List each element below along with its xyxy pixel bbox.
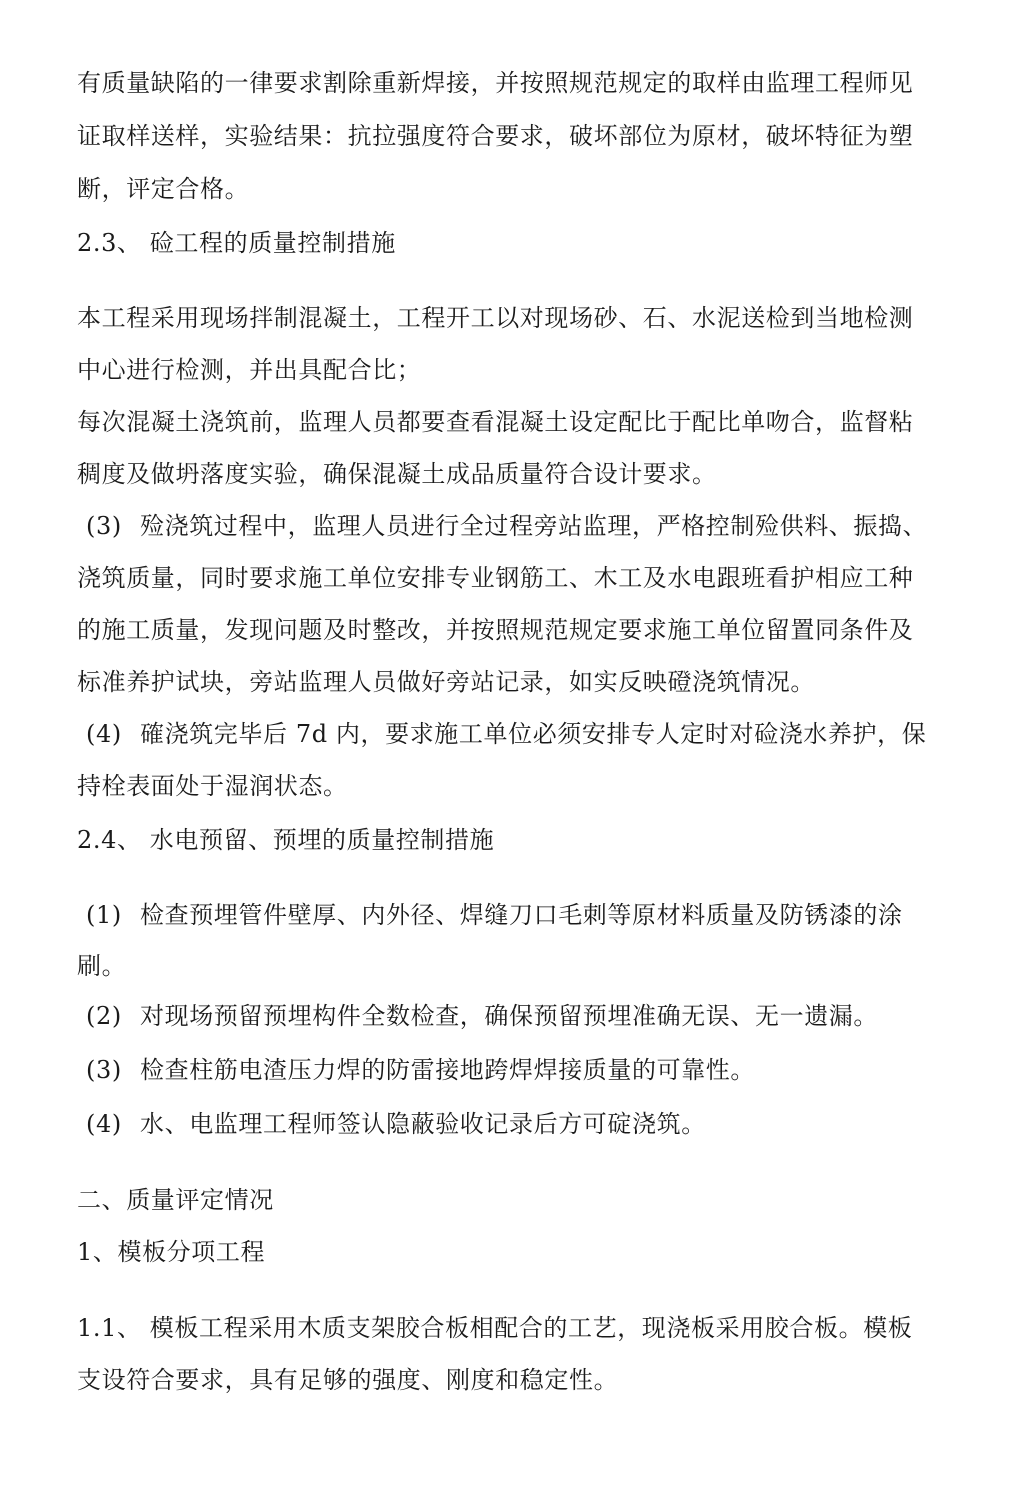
- list-item-text: 检查预埋管件壁厚、内外径、焊缝刀口毛刺等原材料质量及防锈漆的涂: [140, 901, 903, 929]
- section-heading: 二、质量评定情况: [77, 1186, 274, 1214]
- section-heading: 2.3、 硷工程的质量控制措施: [77, 229, 396, 257]
- list-item: [86, 1054, 755, 1086]
- list-marker: (4): [86, 720, 122, 748]
- subsection-heading: 1、模板分项工程: [77, 1238, 266, 1266]
- paragraph-line: 本工程采用现场拌制混凝土，工程开工以对现场砂、石、水泥送检到当地检测: [77, 304, 914, 332]
- list-item: [86, 718, 926, 750]
- paragraph-line: 刷。: [77, 952, 127, 980]
- list-item-text: 检查柱筋电渣压力焊的防雷接地跨焊焊接质量的可靠性。: [140, 1056, 755, 1084]
- paragraph-line: 1.1、 模板工程采用木质支架胶合板相配合的工艺，现浇板采用胶合板。模板: [77, 1314, 913, 1342]
- list-item: [86, 1108, 706, 1140]
- list-item-text: 对现场预留预埋构件全数检查，确保预留预埋准确无误、无一遗漏。: [140, 1002, 878, 1030]
- paragraph-line: 的施工质量，发现问题及时整改，并按照规范规定要求施工单位留置同条件及: [77, 616, 914, 644]
- list-item-text: 確浇筑完毕后 7d 内，要求施工单位必须安排专人定时对硷浇水养护，保: [140, 720, 927, 748]
- list-item: [86, 510, 927, 542]
- list-marker: (4): [86, 1110, 122, 1138]
- list-item: [86, 1000, 878, 1032]
- paragraph-line: 中心进行检测，并出具配合比；: [77, 356, 422, 384]
- list-item: [86, 899, 903, 931]
- paragraph-line: 每次混凝土浇筑前，监理人员都要查看混凝土设定配比于配比单吻合，监督粘: [77, 408, 914, 436]
- list-marker: (3): [86, 512, 122, 540]
- paragraph-line: 标准养护试块，旁站监理人员做好旁站记录，如实反映磴浇筑情况。: [77, 668, 815, 696]
- paragraph-line: 稠度及做坍落度实验，确保混凝土成品质量符合设计要求。: [77, 460, 717, 488]
- paragraph-line: 有质量缺陷的一律要求割除重新焊接，并按照规范规定的取样由监理工程师见: [77, 69, 914, 97]
- list-item-text: 殓浇筑过程中，监理人员进行全过程旁站监理，严格控制殓供料、振捣、: [140, 512, 928, 540]
- paragraph-line: 支设符合要求，具有足够的强度、刚度和稳定性。: [77, 1366, 619, 1394]
- paragraph-line: 证取样送样，实验结果：抗拉强度符合要求，破坏部位为原材，破坏特征为塑: [77, 122, 914, 150]
- paragraph-line: 持栓表面处于湿润状态。: [77, 772, 348, 800]
- list-marker: (3): [86, 1056, 122, 1084]
- section-heading: 2.4、 水电预留、预埋的质量控制措施: [77, 826, 495, 854]
- paragraph-line: 浇筑质量，同时要求施工单位安排专业钢筋工、木工及水电跟班看护相应工种: [77, 564, 914, 592]
- list-marker: (2): [86, 1002, 122, 1030]
- list-item-text: 水、电监理工程师签认隐蔽验收记录后方可碇浇筑。: [140, 1110, 706, 1138]
- list-marker: (1): [86, 901, 122, 929]
- paragraph-line: 断，评定合格。: [77, 175, 250, 203]
